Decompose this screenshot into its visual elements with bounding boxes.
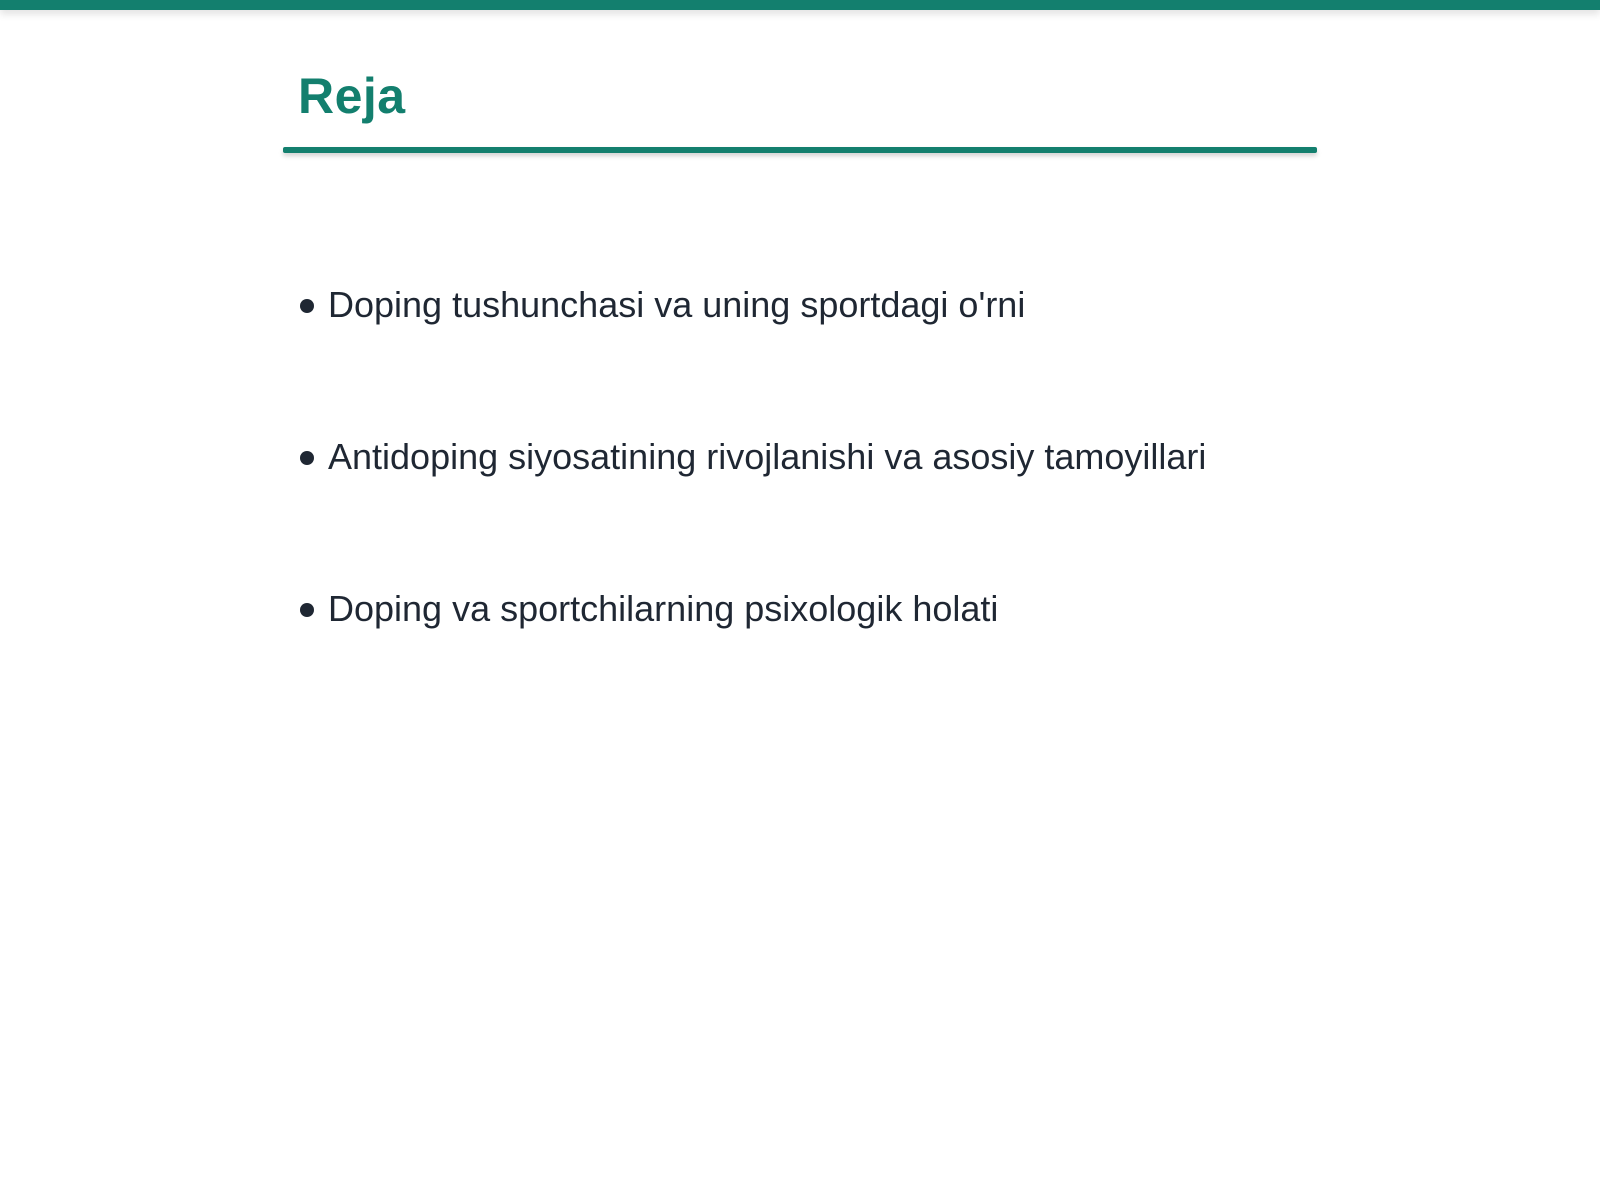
bullet-text: Doping va sportchilarning psixologik holati — [328, 588, 999, 629]
title-underline — [283, 147, 1317, 153]
bullet-text: Antidoping siyosatining rivojlanishi va asosiy tamoyillari — [328, 436, 1207, 477]
bullet-text: Doping tushunchasi va uning sportdagi o'rni — [328, 284, 1026, 325]
bullet-dot-icon — [300, 451, 314, 465]
bullet-dot-icon — [300, 603, 314, 617]
bullet-item — [300, 432, 1206, 584]
bullet-dot-icon — [300, 299, 314, 313]
top-accent-bar — [0, 0, 1600, 10]
bullet-item — [300, 584, 1206, 736]
slide-title: Reja — [298, 68, 406, 124]
bullet-list — [300, 280, 1206, 736]
bullet-item — [300, 280, 1206, 432]
